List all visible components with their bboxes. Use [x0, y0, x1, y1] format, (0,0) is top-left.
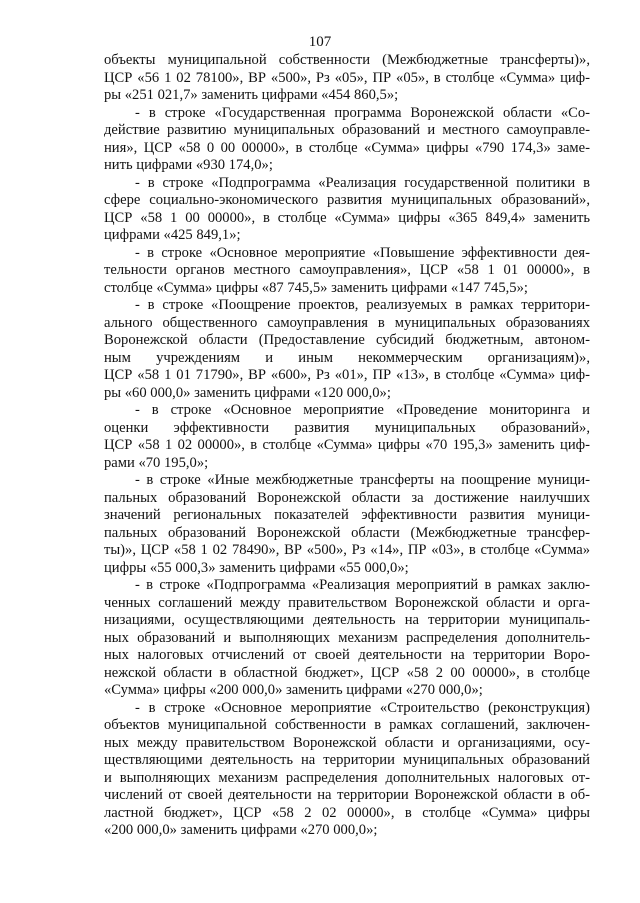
text-line: объекты муниципальной собственности (Межбюджетные трансферты)»,: [104, 52, 590, 68]
text-line: - в строке «Поощрение проектов, реализуемых в рамках территори-: [135, 297, 590, 313]
text-line: ных образований и выполняющих механизм распределения дополнитель-: [104, 629, 590, 646]
text-line: ры «60 000,0» заменить цифрами «120 000,0»;: [104, 384, 391, 401]
text-line: - в строке «Основное мероприятие «Повышение эффективности дея-: [135, 244, 590, 261]
paragraph: [104, 245, 590, 298]
text-line: - в строке «Подпрограмма «Реализация мероприятий в рамках заклю-: [135, 577, 590, 593]
text-line: ры «251 021,7» заменить цифрами «454 860,5»;: [104, 87, 399, 103]
text-line: ластной бюджет», ЦСР «58 2 02 00000», в столбце «Сумма» цифры: [104, 804, 590, 821]
text-line: - в строке «Государственная программа Воронежской области «Со-: [135, 104, 590, 121]
text-line: столбце «Сумма» цифры «87 745,5» заменить цифрами «147 745,5»;: [104, 279, 528, 296]
text-line: и выполняющих механизм распределения дополнительных налоговых от-: [104, 769, 590, 786]
document-body: [104, 52, 590, 840]
text-line: ных налоговых отчислений от своей деятельности на территории Воро-: [104, 647, 590, 663]
paragraph: [104, 472, 590, 577]
text-line: ЦСР «58 1 00 00000», в столбце «Сумма» цифры «365 849,4» заменить: [104, 209, 590, 226]
text-line: сфере социально-экономического развития муниципальных образований»,: [104, 192, 590, 208]
text-line: рами «70 195,0»;: [104, 454, 209, 471]
paragraph: [104, 297, 590, 402]
text-line: ЦСР «56 1 02 78100», ВР «500», Рз «05», ПР «05», в столбце «Сумма» циф-: [104, 69, 590, 86]
text-line: числений от своей деятельности на территории Воронежской области в об-: [104, 787, 590, 803]
text-line: оценки эффективности развития муниципальных образований»,: [104, 419, 590, 436]
text-line: ального общественного самоуправления в муниципальных образованиях: [104, 314, 590, 331]
text-line: ЦСР «58 1 01 71790», ВР «600», Рз «01», ПР «13», в столбце «Сумма» циф-: [104, 367, 590, 383]
text-line: - в строке «Основное мероприятие «Проведение мониторинга и: [135, 402, 590, 418]
text-line: низациями, осуществляющими деятельность на территории муниципаль-: [104, 612, 590, 628]
text-line: ществляющими деятельность на территории муниципальных образований: [104, 752, 590, 768]
paragraph: [104, 577, 590, 700]
text-line: Воронежской области (Предоставление субсидий бюджетным, автоном-: [104, 332, 590, 348]
text-line: «Сумма» цифры «200 000,0» заменить цифрами «270 000,0»;: [104, 682, 483, 698]
text-line: действие развитию муниципальных образований и местного самоуправле-: [104, 122, 590, 138]
text-line: нить цифрами «930 174,0»;: [104, 157, 273, 173]
text-line: ЦСР «58 1 02 00000», в столбце «Сумма» цифры «70 195,3» заменить циф-: [104, 437, 590, 453]
text-line: ным учреждениям и иным некоммерческим организациям)»,: [104, 349, 590, 366]
text-line: пальных образований Воронежской области (Межбюджетные трансфер-: [104, 524, 590, 541]
text-line: ния», ЦСР «58 0 00 00000», в столбце «Сумма» цифры «790 174,3» заме-: [104, 139, 590, 156]
paragraph: [104, 402, 590, 472]
text-line: - в строке «Основное мероприятие «Строительство (реконструкция): [135, 699, 590, 716]
text-line: - в строке «Подпрограмма «Реализация государственной политики в: [135, 174, 590, 191]
text-line: - в строке «Иные межбюджетные трансферты на поощрение муници-: [135, 472, 590, 488]
text-line: нежской области в областной бюджет», ЦСР «58 2 00 00000», в столбце: [104, 664, 590, 681]
text-line: цифры «55 000,3» заменить цифрами «55 000,0»;: [104, 559, 409, 576]
text-line: «200 000,0» заменить цифрами «270 000,0»;: [104, 822, 378, 838]
paragraph: [104, 52, 590, 105]
text-line: цифрами «425 849,1»;: [104, 227, 241, 243]
paragraph: [104, 105, 590, 175]
text-line: объектов муниципальной собственности в рамках соглашений, заключен-: [104, 717, 590, 733]
text-line: ных между правительством Воронежской области и организациями, осу-: [104, 734, 590, 751]
page-number: 107: [308, 34, 332, 50]
text-line: ты)», ЦСР «58 1 02 78490», ВР «500», Рз «14», ПР «03», в столбце «Сумма»: [104, 542, 590, 558]
paragraph: [104, 700, 590, 840]
text-line: тельности органов местного самоуправления», ЦСР «58 1 01 00000», в: [104, 262, 590, 278]
text-line: пальных образований Воронежской области за достижение наилучших: [104, 489, 590, 506]
text-line: ченных соглашений между правительством Воронежской области и орга-: [104, 594, 590, 611]
paragraph: [104, 175, 590, 245]
text-line: значений региональных показателей эффективности развития муници-: [104, 507, 590, 523]
